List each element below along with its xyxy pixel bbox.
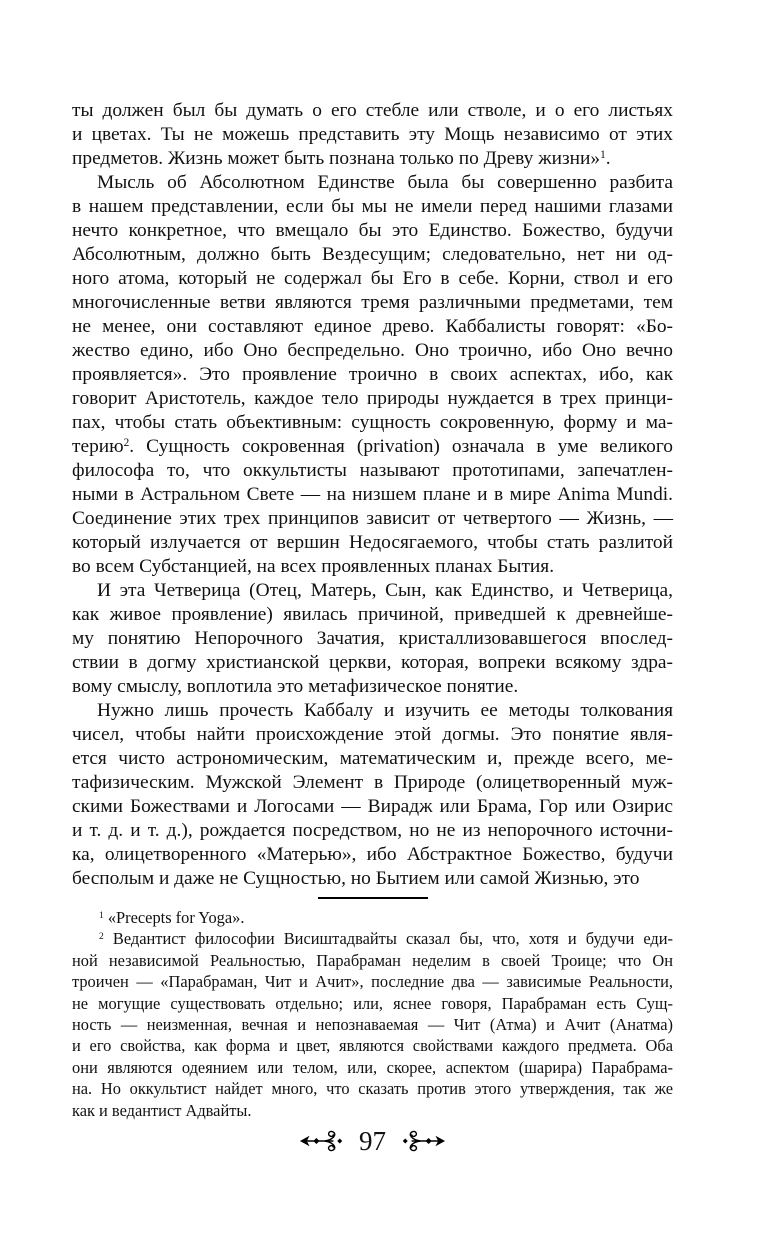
text-line: скими Божествами и Логосами — Вирадж или Брама, Гор или Озирис — [72, 796, 673, 817]
page-content — [72, 99, 673, 1121]
text-line: предметов. Жизнь может быть познана только по Древу жизни»$^1$. — [72, 148, 611, 169]
footnote-marker: 1 — [99, 910, 104, 921]
text-line: ность — неизменная, вечная и непознаваемая — Чит (Атма) и Ачит (Анатма) — [72, 1015, 673, 1035]
text-line: троичен — «Парабраман, Чит и Ачит», последние два — зависимые Реальности, — [72, 972, 673, 992]
text-line: философа то, что оккультисты называют прототипами, запечатлен- — [72, 460, 673, 481]
text-line: и цветах. Ты не можешь представить эту Мощь независимо от этих — [72, 124, 673, 145]
body-text — [72, 99, 673, 891]
footnote-separator — [318, 897, 428, 899]
text-line: Соединение этих трех принципов зависит от четвертого — Жизнь, — — [72, 508, 673, 529]
page-number: 97 — [359, 1126, 386, 1156]
text-line: вому смыслу, воплотила это метафизическое понятие. — [72, 676, 519, 697]
text-line: который излучается от вершин Недосягаемого, чтобы стать разлитой — [72, 532, 673, 553]
text-line: ты должен был бы думать о его стебле или стволе, и о его листьях — [72, 100, 673, 121]
footnote-marker: 1 — [600, 148, 606, 161]
text-line: и его свойства, как форма и цвет, являются свойствами каждого предмета. Оба — [72, 1036, 673, 1056]
text-line: ной независимой Реальностью, Парабраман неделим в своей Троице; что Он — [72, 950, 673, 970]
text-line: говорит Аристотель, каждое тело природы нуждается в трех принци- — [72, 388, 673, 409]
text-line: как живое проявление) явилась причиной, приведшей к древнейше- — [72, 604, 673, 625]
footnote-marker: 2 — [99, 932, 104, 943]
text-line: ными в Астральном Свете — на низшем плане и в мире Anima Mundi. — [72, 484, 673, 505]
text-line: как и ведантист Адвайты. — [72, 1100, 252, 1120]
text-line: ка, олицетворенного «Матерью», ибо Абстрактное Божество, будучи — [72, 844, 673, 865]
text-line: ется чисто астрономическим, математическим и, прежде всего, ме- — [72, 748, 673, 769]
text-line: многочисленные ветви являются тремя различными предметами, тем — [72, 292, 673, 313]
text-line: му понятию Непорочного Зачатия, кристаллизовавшегося впослед- — [72, 628, 673, 649]
text-line: проявляется». Это проявление троично в своих аспектах, ибо, как — [72, 364, 673, 385]
text-line: Мысль об Абсолютном Единстве была бы совершенно разбита — [97, 172, 673, 193]
text-line: ного атома, который не содержал бы Его в себе. Корни, ствол и его — [72, 268, 673, 289]
text-line: терию$^2$. Сущность сокровенная (privation) означала в уме великого — [72, 436, 673, 457]
footnote-marker: 2 — [123, 436, 130, 449]
text-line: нечто конкретное, что вмещало бы это Единство. Божество, будучи — [72, 220, 673, 241]
text-line: не менее, они составляют единое древо. Каббалисты говорят: «Бо- — [72, 316, 673, 337]
text-line: во всем Субстанцией, на всех проявленных планах Бытия. — [72, 556, 555, 577]
text-line: $^1$ «Precepts for Yoga». — [99, 908, 245, 927]
text-line: И эта Четверица (Отец, Матерь, Сын, как Единство, и Четверица, — [97, 580, 673, 601]
fleuron-right-icon — [402, 1126, 446, 1156]
text-line: $^2$ Ведантист философии Висиштадвайты сказал бы, что, хотя и будучи еди- — [99, 929, 673, 949]
text-line: бесполым и даже не Сущностью, но Бытием или самой Жизнью, это — [72, 868, 640, 889]
fleuron-left-icon — [299, 1126, 343, 1156]
text-line: ствии в догму христианской церкви, которая, вопреки всякому здра- — [72, 652, 673, 673]
text-line: жество едино, ибо Оно беспредельно. Оно троично, ибо Оно вечно — [72, 340, 673, 361]
text-line: в нашем представлении, если бы мы не имели перед нашими глазами — [72, 196, 673, 217]
footnotes — [72, 907, 673, 1121]
text-line: Абсолютным, должно быть Вездесущим; следовательно, нет ни од- — [72, 244, 673, 265]
text-line: Нужно лишь прочесть Каббалу и изучить ее методы толкования — [97, 700, 673, 721]
page-footer — [72, 1126, 673, 1156]
text-line: и т. д. и т. д.), рождается посредством, но не из непорочного источни- — [72, 820, 673, 841]
text-line: не могущие существовать отдельно; или, яснее говоря, Парабраман есть Сущ- — [72, 993, 673, 1013]
text-line: чисел, чтобы найти происхождение этой догмы. Это понятие явля- — [72, 724, 673, 745]
text-line: на. Но оккультист найдет много, что сказать против этого утверждения, так же — [72, 1079, 673, 1099]
text-line: тафизическим. Мужской Элемент в Природе (олицетворенный муж- — [72, 772, 673, 793]
text-line: они являются одеянием или телом, или, скорее, аспектом (шарира) Парабрама- — [72, 1057, 673, 1077]
text-line: пах, чтобы стать объективным: сущность сокровенную, форму и ма- — [72, 412, 673, 433]
